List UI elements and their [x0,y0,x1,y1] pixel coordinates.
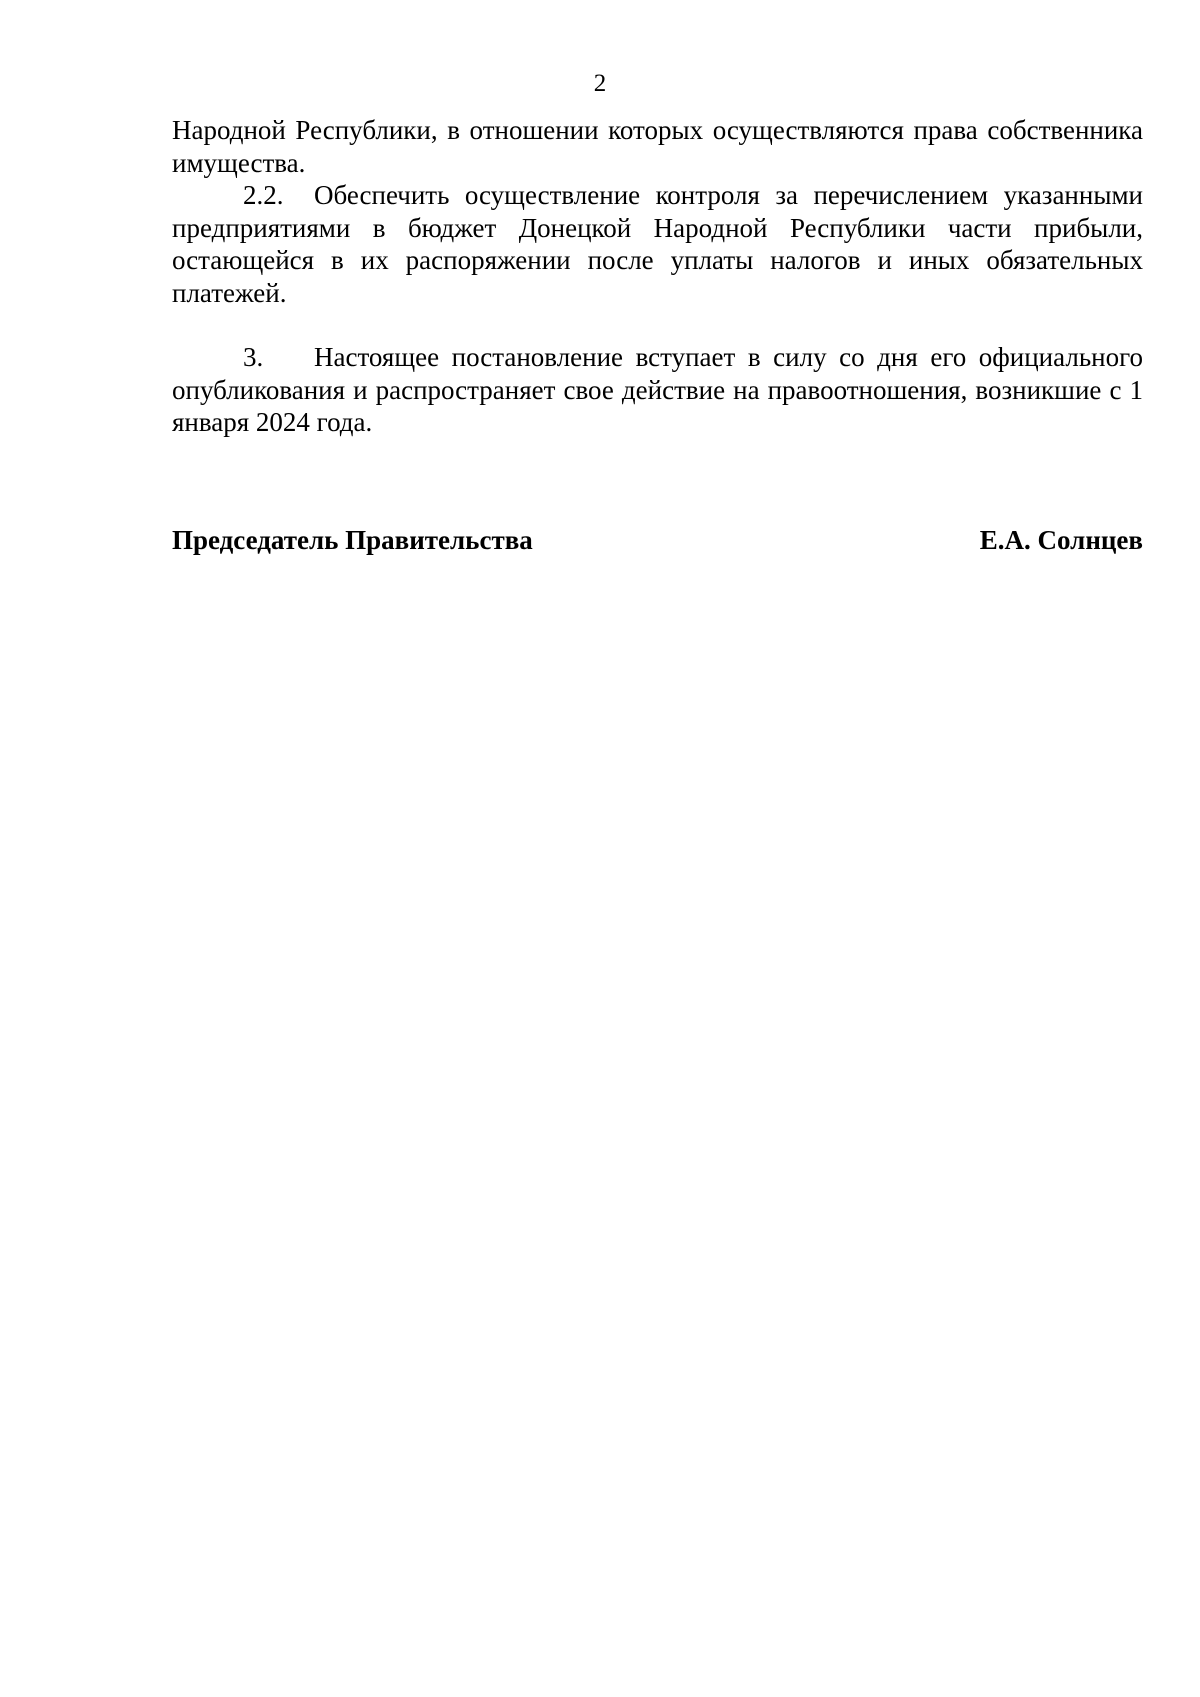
page-number: 2 [593,70,607,97]
paragraph-item-3 [172,341,1143,439]
item-text-2-2: Обеспечить осуществление контроля за перечислением указанными предприятиями в бюджет Донецкой Народной Республики части прибыли, остающейся в их распоряжении после уплаты налогов и иных обязательных платежей. [172,180,1143,308]
signatory-role: Председатель Правительства [172,525,533,555]
paragraph-item-2-2 [172,179,1143,309]
paragraph-continuation: Народной Республики, в отношении которых осуществляются права собственника имущества. [172,115,1143,178]
document-body [172,114,1143,439]
item-text-3: Настоящее постановление вступает в силу со дня его официального опубликования и распространяет свое действие на правоотношения, возникшие с 1 января 2024 года. [172,342,1143,437]
signatory-name: Е.А. Солнцев [979,525,1143,555]
item-number-3: 3. [243,342,264,372]
paragraph-spacer [172,309,1143,341]
item-number-2-2: 2.2. [243,180,284,210]
